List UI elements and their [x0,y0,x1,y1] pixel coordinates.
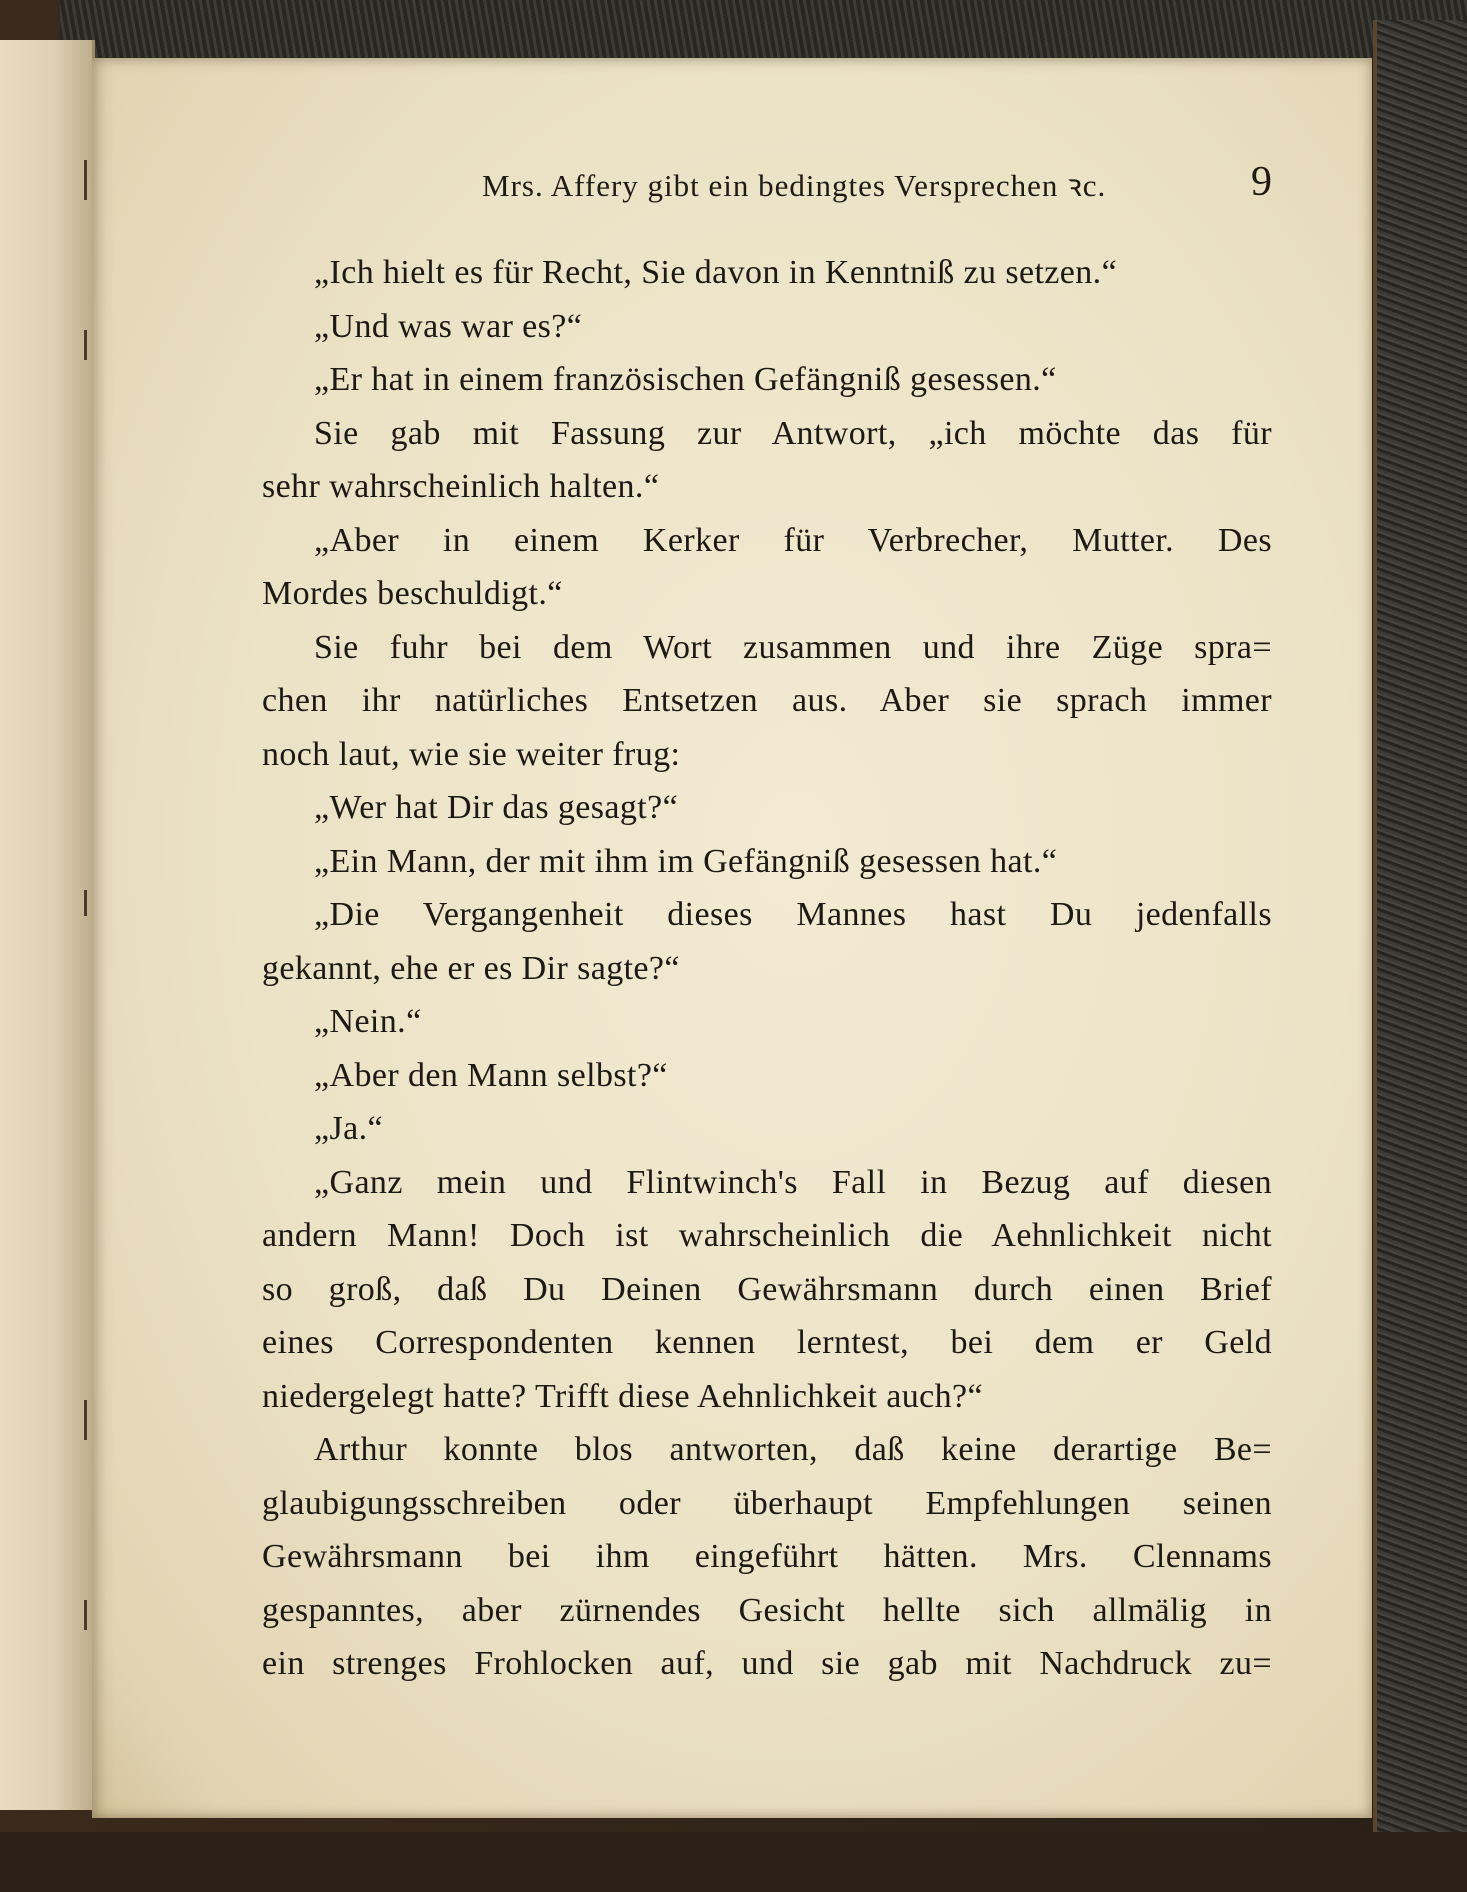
text-line: Sie gab mit Fassung zur Antwort, „ich möchte das für [314,414,1272,452]
text-line: „Nein.“ [314,1003,422,1040]
cover-board-bottom [0,1832,1467,1892]
text-line: gespanntes, aber zürnendes Gesicht hellte sich allmälig in [262,1591,1272,1629]
text-line: „Ganz mein und Flintwinch's Fall in Bezug auf diesen [314,1163,1272,1201]
text-line: „Aber in einem Kerker für Verbrecher, Mutter. Des [314,521,1272,559]
text-line: „Ich hielt es für Recht, Sie davon in Kenntniß zu setzen.“ [314,254,1118,291]
text-line: sehr wahrscheinlich halten.“ [262,468,660,505]
text-line: andern Mann! Doch ist wahrscheinlich die Aehnlichkeit nicht [262,1217,1272,1254]
cover-board-top [60,0,1467,60]
text-line: so groß, daß Du Deinen Gewährsmann durch einen Brief [262,1270,1272,1308]
binding-mark [84,1400,87,1440]
binding-mark [84,890,87,916]
text-line: noch laut, wie sie weiter frug: [262,735,681,773]
text-line: Arthur konnte blos antworten, daß keine derartige Be= [314,1431,1272,1468]
text-line: gekannt, ehe er es Dir sagte?“ [262,949,680,987]
text-line: „Ein Mann, der mit ihm im Gefängniß gesessen hat.“ [314,842,1058,880]
text-line: ein strenges Frohlocken auf, und sie gab mit Nachdruck zu= [262,1645,1272,1682]
binding-mark [84,160,87,200]
text-line: „Wer hat Dir das gesagt?“ [314,789,679,826]
text-line: „Die Vergangenheit dieses Mannes hast Du jedenfalls [314,896,1272,933]
binding-mark [84,330,87,360]
text-line: niedergelegt hatte? Trifft diese Aehnlichkeit auch?“ [262,1377,984,1415]
book-page [92,58,1372,1818]
text-line: „Er hat in einem französischen Gefängniß gesessen.“ [314,361,1057,398]
text-line: chen ihr natürliches Entsetzen aus. Aber sie sprach immer [262,682,1272,719]
text-line: Gewährsmann bei ihm eingeführt hätten. Mrs. Clennams [262,1538,1272,1575]
binding-mark [84,1600,87,1630]
text-line: „Und was war es?“ [314,307,583,345]
running-head: Mrs. Affery gibt ein bedingtes Versprechen ꝛc. [482,168,1107,203]
text-line: Mordes beschuldigt.“ [262,575,563,612]
page-body-text [262,246,1272,1691]
text-line: glaubigungsschreiben oder überhaupt Empfehlungen seinen [262,1484,1272,1522]
page-number: 9 [1251,159,1272,205]
facing-page-edge [0,40,95,1810]
text-line: „Ja.“ [314,1110,384,1147]
text-line: „Aber den Mann selbst?“ [314,1056,668,1094]
page-header [392,158,1272,218]
text-line: eines Correspondenten kennen lerntest, bei dem er Geld [262,1324,1272,1361]
text-line: Sie fuhr bei dem Wort zusammen und ihre Züge spra= [314,628,1272,666]
cover-board-right [1373,20,1467,1850]
